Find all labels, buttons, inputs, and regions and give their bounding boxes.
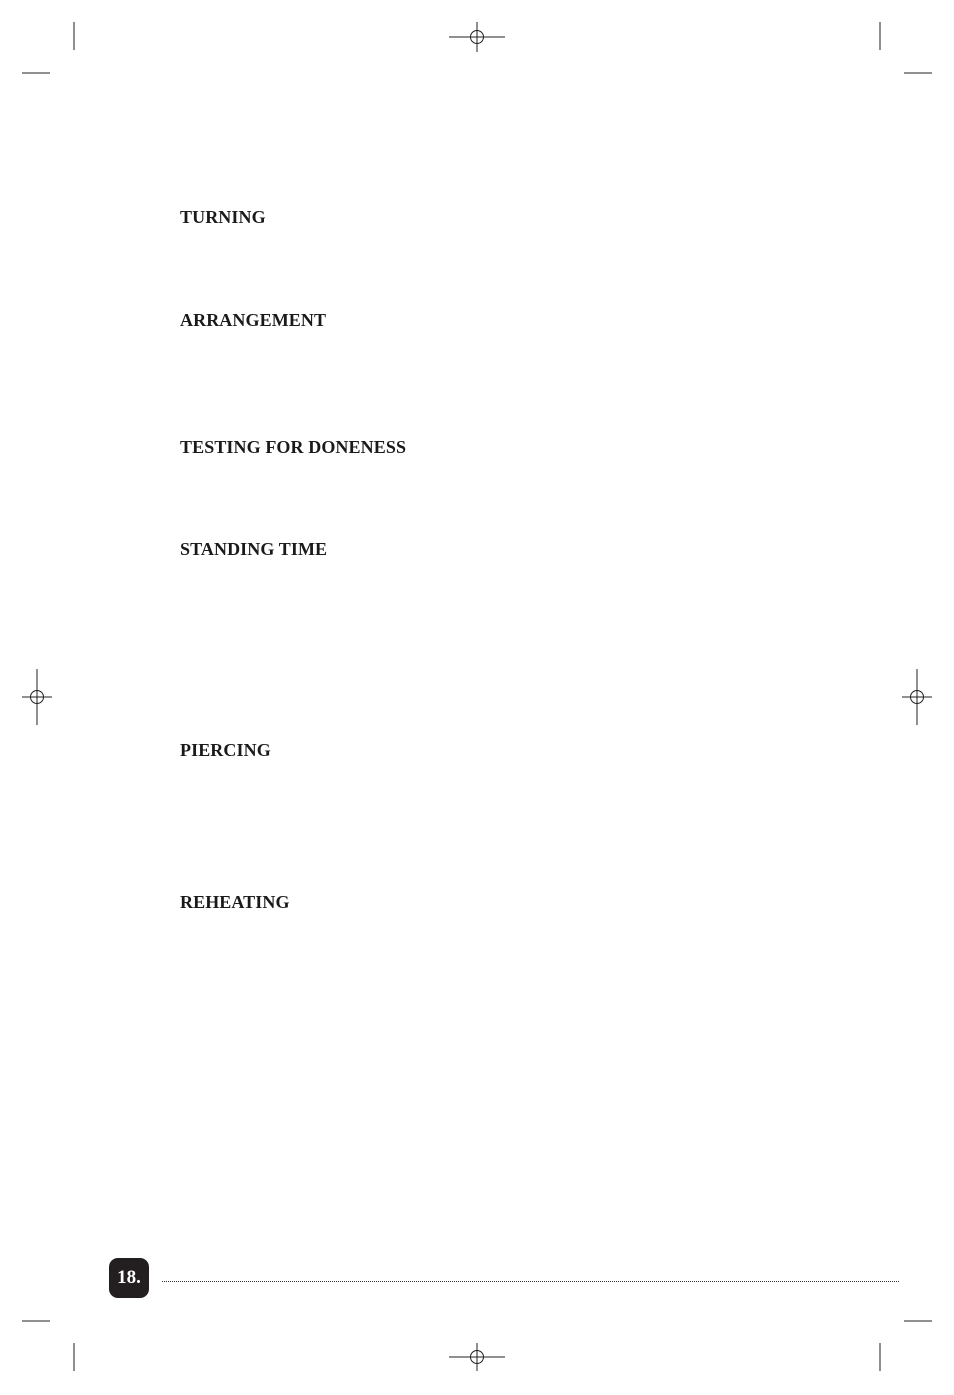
registration-mark-left <box>22 669 52 725</box>
page-number: 18. <box>117 1267 141 1288</box>
registration-mark-right <box>902 669 932 725</box>
heading-piercing: PIERCING <box>180 740 271 760</box>
registration-mark-bottom <box>449 1343 505 1371</box>
heading-standing-time: STANDING TIME <box>180 539 328 559</box>
page-number-badge <box>109 1258 149 1298</box>
registration-mark-top <box>449 22 505 52</box>
footer-dotted-rule <box>162 1281 899 1282</box>
heading-arrangement: ARRANGEMENT <box>180 310 327 330</box>
heading-testing-for-doneness: TESTING FOR DONENESS <box>180 437 407 457</box>
heading-reheating: REHEATING <box>180 892 290 912</box>
heading-turning: TURNING <box>180 207 266 227</box>
